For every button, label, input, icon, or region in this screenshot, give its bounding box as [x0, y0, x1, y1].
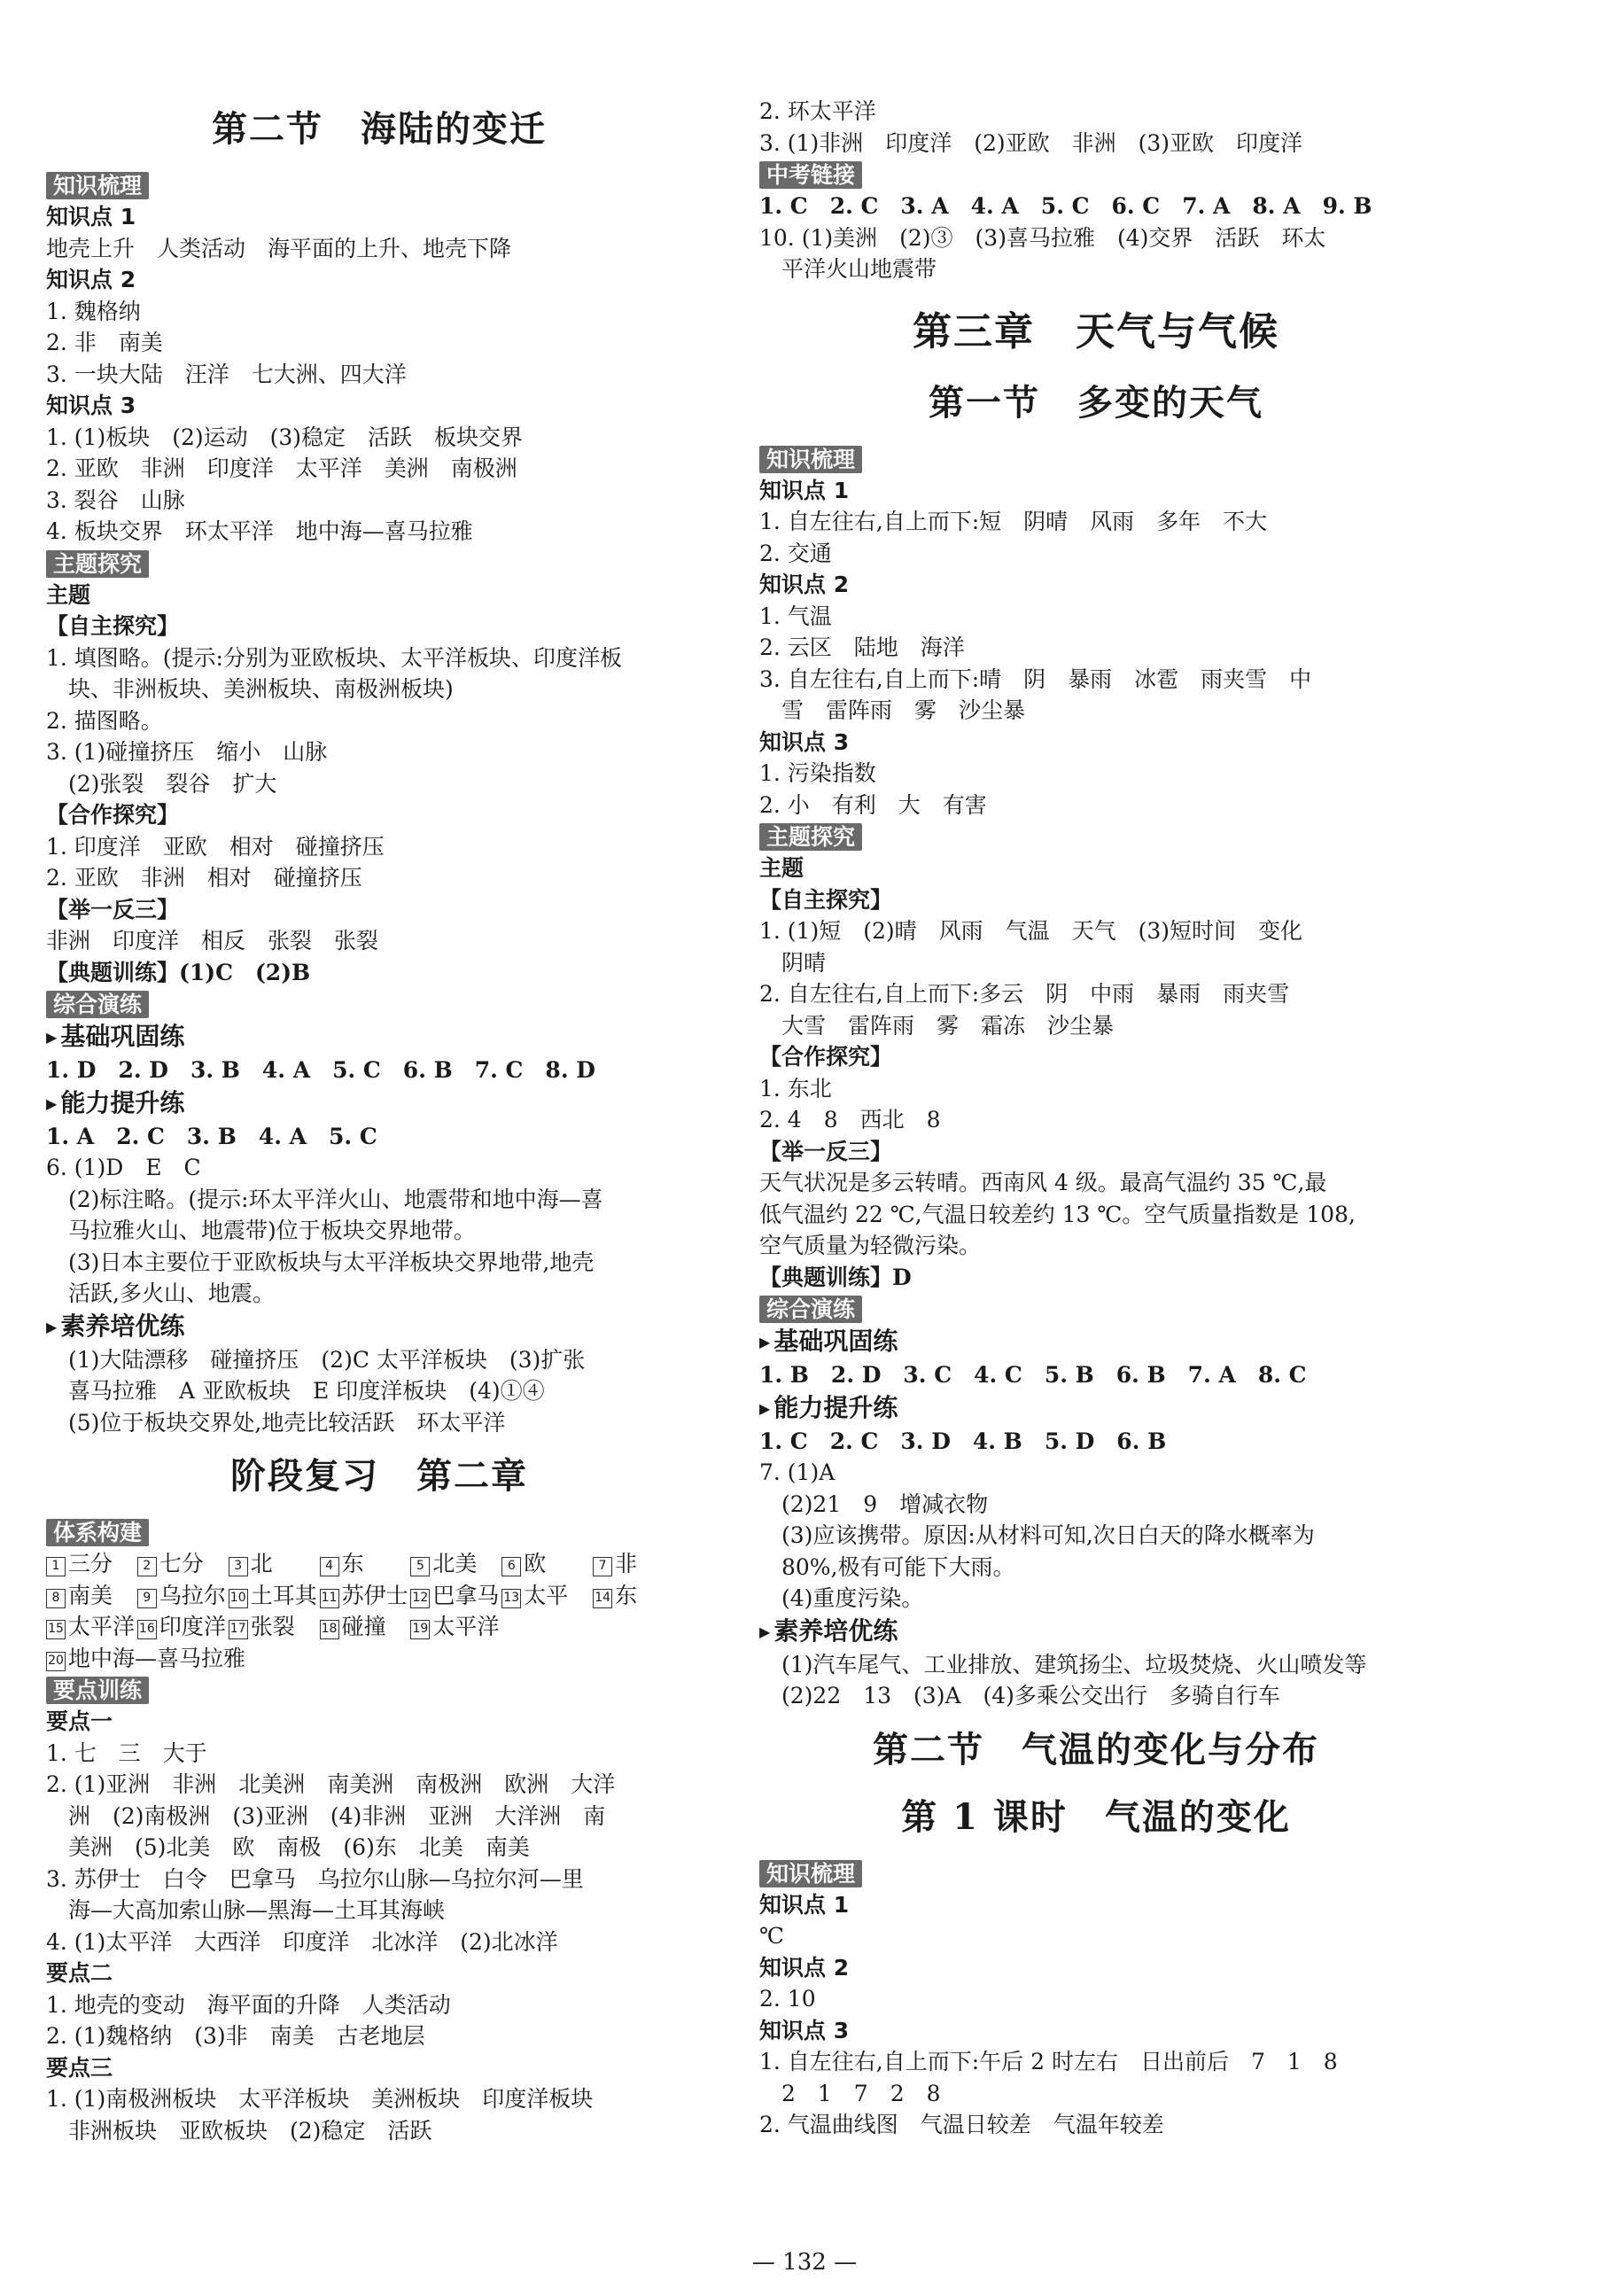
answer-line: 1. (1)短 (2)晴 风雨 气温 天气 (3)短时间 变化: [759, 918, 1303, 944]
grid-item: 19 太平洋: [410, 1611, 501, 1643]
answer-line: 1. 污染指数: [759, 760, 876, 786]
grid-item: 12 巴拿马: [410, 1580, 501, 1612]
answer-line: 3. 裂谷 山脉: [46, 486, 185, 513]
answer-line: (2)22 13 (3)A (4)多乘公交出行 多骑自行车: [781, 1683, 1280, 1708]
tag-exam-link: 中考链接: [759, 161, 862, 189]
answer-line: 2. 10: [759, 1986, 816, 2012]
answer-line: 1. B 2. D 3. C 4. C 5. B 6. B 7. A 8. C: [759, 1362, 1307, 1388]
cooperate-explore-label: 【合作探究】: [46, 802, 180, 828]
tag-knowledge: 知识梳理: [759, 1860, 862, 1887]
answer-line: 块、非洲板块、美洲板块、南极洲板块): [68, 676, 454, 702]
knowledge-point-3: 知识点 3: [759, 728, 850, 755]
answer-line: 地壳上升 人类活动 海平面的上升、地壳下降: [46, 235, 512, 261]
answer-line: 2. 亚欧 非洲 相对 碰撞挤压: [46, 865, 362, 891]
grid-item: 10 土耳其: [229, 1580, 320, 1612]
tag-theme-explore: 主题探究: [46, 550, 149, 578]
typical-training-line: [759, 1262, 1433, 1294]
answer-line: 1. D 2. D 3. B 4. A 5. C 6. B 7. C 8. D: [46, 1057, 595, 1083]
grid-item: 17 张裂: [229, 1611, 320, 1643]
chapter-title: 第三章 天气与气候: [913, 308, 1279, 354]
typical-training-label: 【典题训练】: [759, 1264, 893, 1290]
right-column: [759, 96, 1433, 2141]
answer-line: 洲 (2)南极洲 (3)亚洲 (4)非洲 亚洲 大洋洲 南: [68, 1802, 606, 1829]
answer-line: 2. 气温曲线图 气温日较差 气温年较差: [759, 2112, 1164, 2137]
answer-line: 10. (1)美洲 (2)③ (3)喜马拉雅 (4)交界 活跃 环太: [759, 224, 1326, 251]
answer-line: 2 1 7 2 8: [781, 2080, 941, 2106]
literacy-practice-heading: ▶ 素养培优练: [759, 1615, 1433, 1649]
answer-line: 1. 填图略。(提示:分别为亚欧板块、太平洋板块、印度洋板: [46, 644, 622, 671]
grid-item: 3 北: [229, 1548, 320, 1580]
answer-line: 1. 气温: [759, 603, 832, 629]
answer-line: 雪 雷阵雨 雾 沙尘暴: [781, 697, 1026, 723]
answer-line: 3. 一块大陆 汪洋 七大洲、四大洋: [46, 361, 407, 387]
answer-line: 2. 4 8 西北 8: [759, 1107, 941, 1132]
answer-line: 4. 板块交界 环太平洋 地中海—喜马拉雅: [46, 518, 473, 544]
knowledge-point-1: 知识点 1: [759, 1891, 850, 1918]
answer-line: 1. 地壳的变动 海平面的升降 人类活动: [46, 1991, 451, 2018]
grid-item: 15 太平洋: [46, 1611, 137, 1643]
answer-line: (2)标注略。(提示:环太平洋火山、地震带和地中海—喜: [68, 1186, 603, 1212]
typical-training-answer: D: [892, 1264, 912, 1290]
cooperate-explore-label: 【合作探究】: [759, 1044, 893, 1070]
grid-item: 1 三分: [46, 1548, 137, 1580]
tag-key-points: 要点训练: [46, 1677, 149, 1704]
answer-line: ℃: [759, 1923, 784, 1949]
answer-line: 非洲板块 亚欧板块 (2)稳定 活跃: [68, 2117, 432, 2144]
system-build-grid: [46, 1548, 684, 1674]
answer-line: 2. (1)亚洲 非洲 北美洲 南美洲 南极洲 欧洲 大洋: [46, 1771, 616, 1797]
answer-line: 喜马拉雅 A 亚欧板块 E 印度洋板块 (4)①④: [68, 1378, 545, 1404]
theme-label: 主题: [46, 581, 91, 608]
tag-knowledge: 知识梳理: [759, 446, 862, 473]
grid-item: 16 印度洋: [137, 1611, 229, 1643]
answer-line: 活跃,多火山、地震。: [68, 1280, 275, 1306]
answer-line: 3. 自左往右,自上而下:晴 阴 暴雨 冰雹 雨夹雪 中: [759, 665, 1312, 692]
section-title-sea-land: 第二节 海陆的变迁: [212, 108, 547, 150]
answer-line: 80%,极有可能下大雨。: [781, 1553, 1015, 1580]
answer-line: 2. 小 有利 大 有害: [759, 791, 987, 818]
knowledge-point-1: 知识点 1: [46, 204, 136, 230]
grid-item: 18 碰撞: [320, 1611, 411, 1643]
answer-line: 天气状况是多云转晴。西南风 4 级。最高气温约 35 ℃,最: [759, 1170, 1327, 1195]
tag-knowledge: 知识梳理: [46, 172, 149, 199]
answer-line: 海—大高加索山脉—黑海—土耳其海峡: [68, 1897, 446, 1923]
answer-line: 2. (1)魏格纳 (3)非 南美 古老地层: [46, 2023, 425, 2049]
grid-item: 11 苏伊士: [320, 1580, 411, 1612]
grid-item: 8 南美: [46, 1580, 137, 1612]
answer-line: 3. 苏伊士 白令 巴拿马 乌拉尔山脉—乌拉尔河—里: [46, 1865, 584, 1892]
grid-item: 2 七分: [137, 1548, 229, 1580]
knowledge-point-3: 知识点 3: [759, 2017, 850, 2043]
typical-training-answer: (1)C (2)B: [179, 959, 311, 985]
literacy-practice-heading: ▶ 素养培优练: [46, 1310, 712, 1344]
answer-line: 2. 云区 陆地 海洋: [759, 634, 965, 660]
answer-line: (3)日本主要位于亚欧板块与太平洋板块交界地带,地壳: [68, 1249, 595, 1275]
answer-line: 1. 东北: [759, 1075, 832, 1101]
self-explore-label: 【自主探究】: [46, 613, 180, 639]
answer-line: 3. (1)碰撞挤压 缩小 山脉: [46, 739, 328, 765]
key-point-2: 要点二: [46, 1960, 113, 1986]
answer-line: 平洋火山地震带: [781, 256, 937, 282]
grid-item: 14 东: [593, 1580, 684, 1612]
typical-training-line: [46, 957, 712, 989]
answer-line: 非洲 印度洋 相反 张裂 张裂: [46, 928, 379, 953]
answer-line: 6. (1)D E C: [46, 1155, 201, 1180]
answer-line: (1)汽车尾气、工业排放、建筑扬尘、垃圾焚烧、火山喷发等: [781, 1651, 1367, 1677]
answer-line: 2. 亚欧 非洲 印度洋 太平洋 美洲 南极洲: [46, 455, 517, 481]
analogy-label: 【举一反三】: [46, 896, 180, 922]
answer-line: 美洲 (5)北美 欧 南极 (6)东 北美 南美: [68, 1834, 530, 1860]
tag-theme-explore: 主题探究: [759, 823, 862, 851]
grid-item: 4 东: [320, 1548, 411, 1580]
knowledge-point-1: 知识点 1: [759, 477, 850, 503]
answer-line: 大雪 雷阵雨 雾 霜冻 沙尘暴: [781, 1012, 1115, 1039]
grid-item: 13 太平: [501, 1580, 593, 1612]
grid-item: 7 非: [593, 1548, 684, 1580]
knowledge-point-2: 知识点 2: [46, 267, 136, 292]
answer-line: 1. 七 三 大于: [46, 1740, 207, 1766]
ability-practice-heading: ▶ 能力提升练: [759, 1391, 1433, 1426]
grid-item: 6 欧: [501, 1548, 593, 1580]
lesson-title: 第 1 课时 气温的变化: [901, 1795, 1291, 1838]
analogy-label: 【举一反三】: [759, 1138, 893, 1164]
key-point-1: 要点一: [46, 1708, 113, 1734]
page-number: — 132 —: [751, 2249, 858, 2276]
basic-practice-heading: ▶ 基础巩固练: [46, 1020, 712, 1055]
answer-line: 7. (1)A: [759, 1459, 836, 1485]
answer-line: 3. (1)非洲 印度洋 (2)亚欧 非洲 (3)亚欧 印度洋: [759, 129, 1303, 156]
answer-line: 1. (1)板块 (2)运动 (3)稳定 活跃 板块交界: [46, 424, 524, 450]
answer-line: 1. 自左往右,自上而下:短 阴晴 风雨 多年 不大: [759, 509, 1268, 534]
answer-line: 1. 印度洋 亚欧 相对 碰撞挤压: [46, 833, 385, 860]
key-point-3: 要点三: [46, 2054, 113, 2081]
tag-comprehensive: 综合演练: [46, 991, 149, 1018]
answer-line: 低气温约 22 ℃,气温日较差约 13 ℃。空气质量指数是 108,: [759, 1201, 1356, 1227]
answer-line: 空气质量为轻微污染。: [759, 1233, 982, 1258]
section-title-temperature: 第二节 气温的变化与分布: [873, 1728, 1319, 1771]
answer-line: 1. 自左往右,自上而下:午后 2 时左右 日出前后 7 1 8: [759, 2049, 1338, 2074]
tag-system-build: 体系构建: [46, 1519, 149, 1546]
answer-line: 2. 非 南美: [46, 330, 163, 355]
answer-line: 2. 交通: [759, 540, 832, 566]
grid-item: 5 北美: [410, 1548, 501, 1580]
answer-line: 2. 环太平洋: [759, 98, 876, 124]
section-title-weather: 第一节 多变的天气: [929, 381, 1263, 424]
answer-line: 1. (1)南极洲板块 太平洋板块 美洲板块 印度洋板块: [46, 2086, 594, 2112]
ability-practice-heading: ▶ 能力提升练: [46, 1086, 712, 1121]
answer-line: (2)21 9 增减衣物: [781, 1490, 989, 1517]
answer-line: 2. 自左往右,自上而下:多云 阴 中雨 暴雨 雨夹雪: [759, 981, 1290, 1007]
basic-practice-heading: ▶ 基础巩固练: [759, 1325, 1433, 1359]
review-title: 阶段复习 第二章: [230, 1455, 528, 1497]
typical-training-label: 【典题训练】: [46, 959, 180, 985]
tag-comprehensive: 综合演练: [759, 1296, 862, 1323]
answer-line: (5)位于板块交界处,地壳比较活跃 环太平洋: [68, 1409, 506, 1436]
self-explore-label: 【自主探究】: [759, 886, 893, 913]
grid-item: 20 地中海—喜马拉雅: [46, 1643, 320, 1675]
answer-line: 4. (1)太平洋 大西洋 印度洋 北冰洋 (2)北冰洋: [46, 1928, 558, 1955]
knowledge-point-2: 知识点 2: [759, 1954, 850, 1981]
grid-item: 9 乌拉尔: [137, 1580, 229, 1612]
knowledge-point-2: 知识点 2: [759, 572, 850, 597]
theme-label: 主题: [759, 855, 804, 881]
answer-line: 阴晴: [781, 949, 827, 976]
left-column: [46, 84, 712, 2146]
answer-line: 1. C 2. C 3. D 4. B 5. D 6. B: [759, 1428, 1167, 1454]
answer-line: (2)张裂 裂谷 扩大: [68, 770, 277, 797]
answer-line: (4)重度污染。: [781, 1585, 924, 1611]
answer-line: 马拉雅火山、地震带)位于板块交界地带。: [68, 1218, 476, 1243]
answer-line: 1. A 2. C 3. B 4. A 5. C: [46, 1123, 377, 1149]
knowledge-point-3: 知识点 3: [46, 393, 136, 418]
answer-line: 1. C 2. C 3. A 4. A 5. C 6. C 7. A 8. A 9. B: [759, 193, 1372, 219]
answer-line: 1. 魏格纳: [46, 298, 141, 324]
answer-line: 2. 描图略。: [46, 707, 163, 734]
answer-line: (1)大陆漂移 碰撞挤压 (2)C 太平洋板块 (3)扩张: [68, 1346, 586, 1373]
answer-line: (3)应该携带。原因:从材料可知,次日白天的降水概率为: [781, 1522, 1315, 1548]
